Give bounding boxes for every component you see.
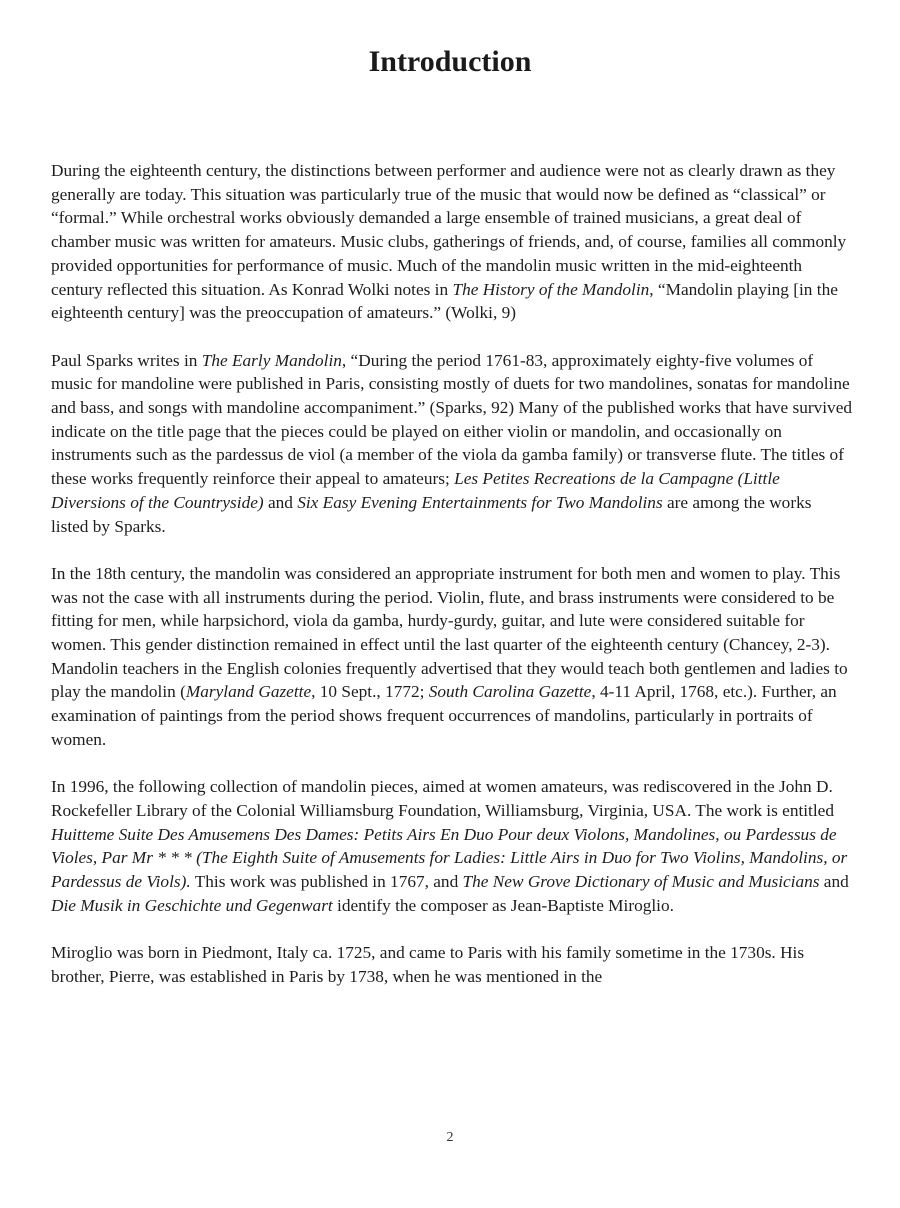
paragraph-text: and — [263, 492, 298, 512]
work-title-six-easy-evening-entertainments: Six Easy Evening Entertainments for Two Mandolins — [297, 492, 663, 512]
paragraph-text: , “During the period 1761-83, approximately eighty-five volumes of music for mandoline were published in Paris, consisting mostly of duets for two mandolines, sonatas for mandoline and bass, and songs with mandoline accompaniment.” (Sparks, 92) Many of the published works that have survived indicate on the title page that the pieces could be played on either violin or mandolin, and occasionally on instruments such as the pardessus de viol (a member of the viola da gamba family) or transverse flute. The titles of these works frequently reinforce their appeal to amateurs; — [51, 350, 853, 489]
book-title-die-musik: Die Musik in Geschichte und Gegenwart — [51, 895, 333, 915]
paragraph-3 — [51, 562, 853, 752]
paragraph-text: In the 18th century, the mandolin was considered an appropriate instrument for both men and women to play. This was not the case with all instruments during the period. Violin, flute, and brass instruments were considered to be fitting for men, while harpsichord, viola da gamba, hurdy-gurdy, guitar, and lute were considered suitable for women. This gender distinction remained in effect until the last quarter of the eighteenth century (Chancey, 2-3). Mandolin teachers in the English colonies frequently advertised that they would teach both gentlemen and ladies to play the mandolin ( — [51, 563, 848, 702]
book-title-early-mandolin: The Early Mandolin — [201, 350, 342, 370]
page-number: 2 — [446, 1130, 454, 1145]
document-body — [51, 159, 853, 1012]
publication-maryland-gazette: Maryland Gazette — [185, 682, 312, 702]
book-title-new-grove-dictionary: The New Grove Dictionary of Music and Musicians — [462, 872, 820, 892]
paragraph-text: , 10 Sept., 1772; — [311, 682, 429, 702]
paragraph-text: are among the works listed by Sparks. — [51, 492, 812, 536]
page-title: Introduction — [368, 45, 532, 78]
paragraph-text: , “Mandolin playing [in the eighteenth century] was the preoccupation of amateurs.” (Wolki, 9) — [51, 279, 838, 323]
paragraph-2 — [51, 349, 853, 539]
work-title-huitteme-suite: Huitteme Suite Des Amusemens Des Dames: Petits Airs En Duo Pour deux Violons, Mandolines, ou Pardessus de Violes, Par Mr * * * (The Eighth Suite of Amusements for Ladies: Little Airs in Duo for Two Violins, Mandolins, or Pardessus de Viols). — [51, 824, 848, 892]
paragraph-5 — [51, 941, 853, 988]
paragraph-1 — [51, 159, 853, 325]
book-title-history-of-the-mandolin: The History of the Mandolin — [452, 279, 650, 299]
paragraph-text: and — [819, 872, 849, 892]
paragraph-text: This work was published in 1767, and — [190, 872, 463, 892]
paragraph-text: In 1996, the following collection of mandolin pieces, aimed at women amateurs, was rediscovered in the John D. Rockefeller Library of the Colonial Williamsburg Foundation, Williamsburg, Virginia, USA. The work is entitled — [51, 777, 834, 820]
paragraph-text: Miroglio was born in Piedmont, Italy ca. 1725, and came to Paris with his family sometime in the 1730s. His brother, Pierre, was established in Paris by 1738, when he was mentioned in the — [51, 943, 805, 986]
publication-south-carolina-gazette: South Carolina Gazette — [428, 682, 592, 702]
paragraph-text: identify the composer as Jean-Baptiste Miroglio. — [332, 895, 674, 915]
paragraph-text: , 4-11 April, 1768, etc.). Further, an examination of paintings from the period shows frequent occurrences of mandolins, particularly in portraits of women. — [51, 682, 837, 749]
paragraph-4 — [51, 775, 853, 917]
work-title-petites-recreations: Les Petites Recreations de la Campagne (Little Diversions of the Countryside) — [51, 469, 780, 512]
paragraph-text: During the eighteenth century, the distinctions between performer and audience were not as clearly drawn as they generally are today. This situation was particularly true of the music that would now be defined as “classical” or “formal.” While orchestral works obviously demanded a large ensemble of trained musicians, a great deal of chamber music was written for amateurs. Music clubs, gatherings of friends, and, of course, families all commonly provided opportunities for performance of music. Much of the mandolin music written in the mid-eighteenth century reflected this situation. As Konrad Wolki notes in — [51, 161, 847, 299]
paragraph-text: Paul Sparks writes in — [51, 350, 202, 370]
